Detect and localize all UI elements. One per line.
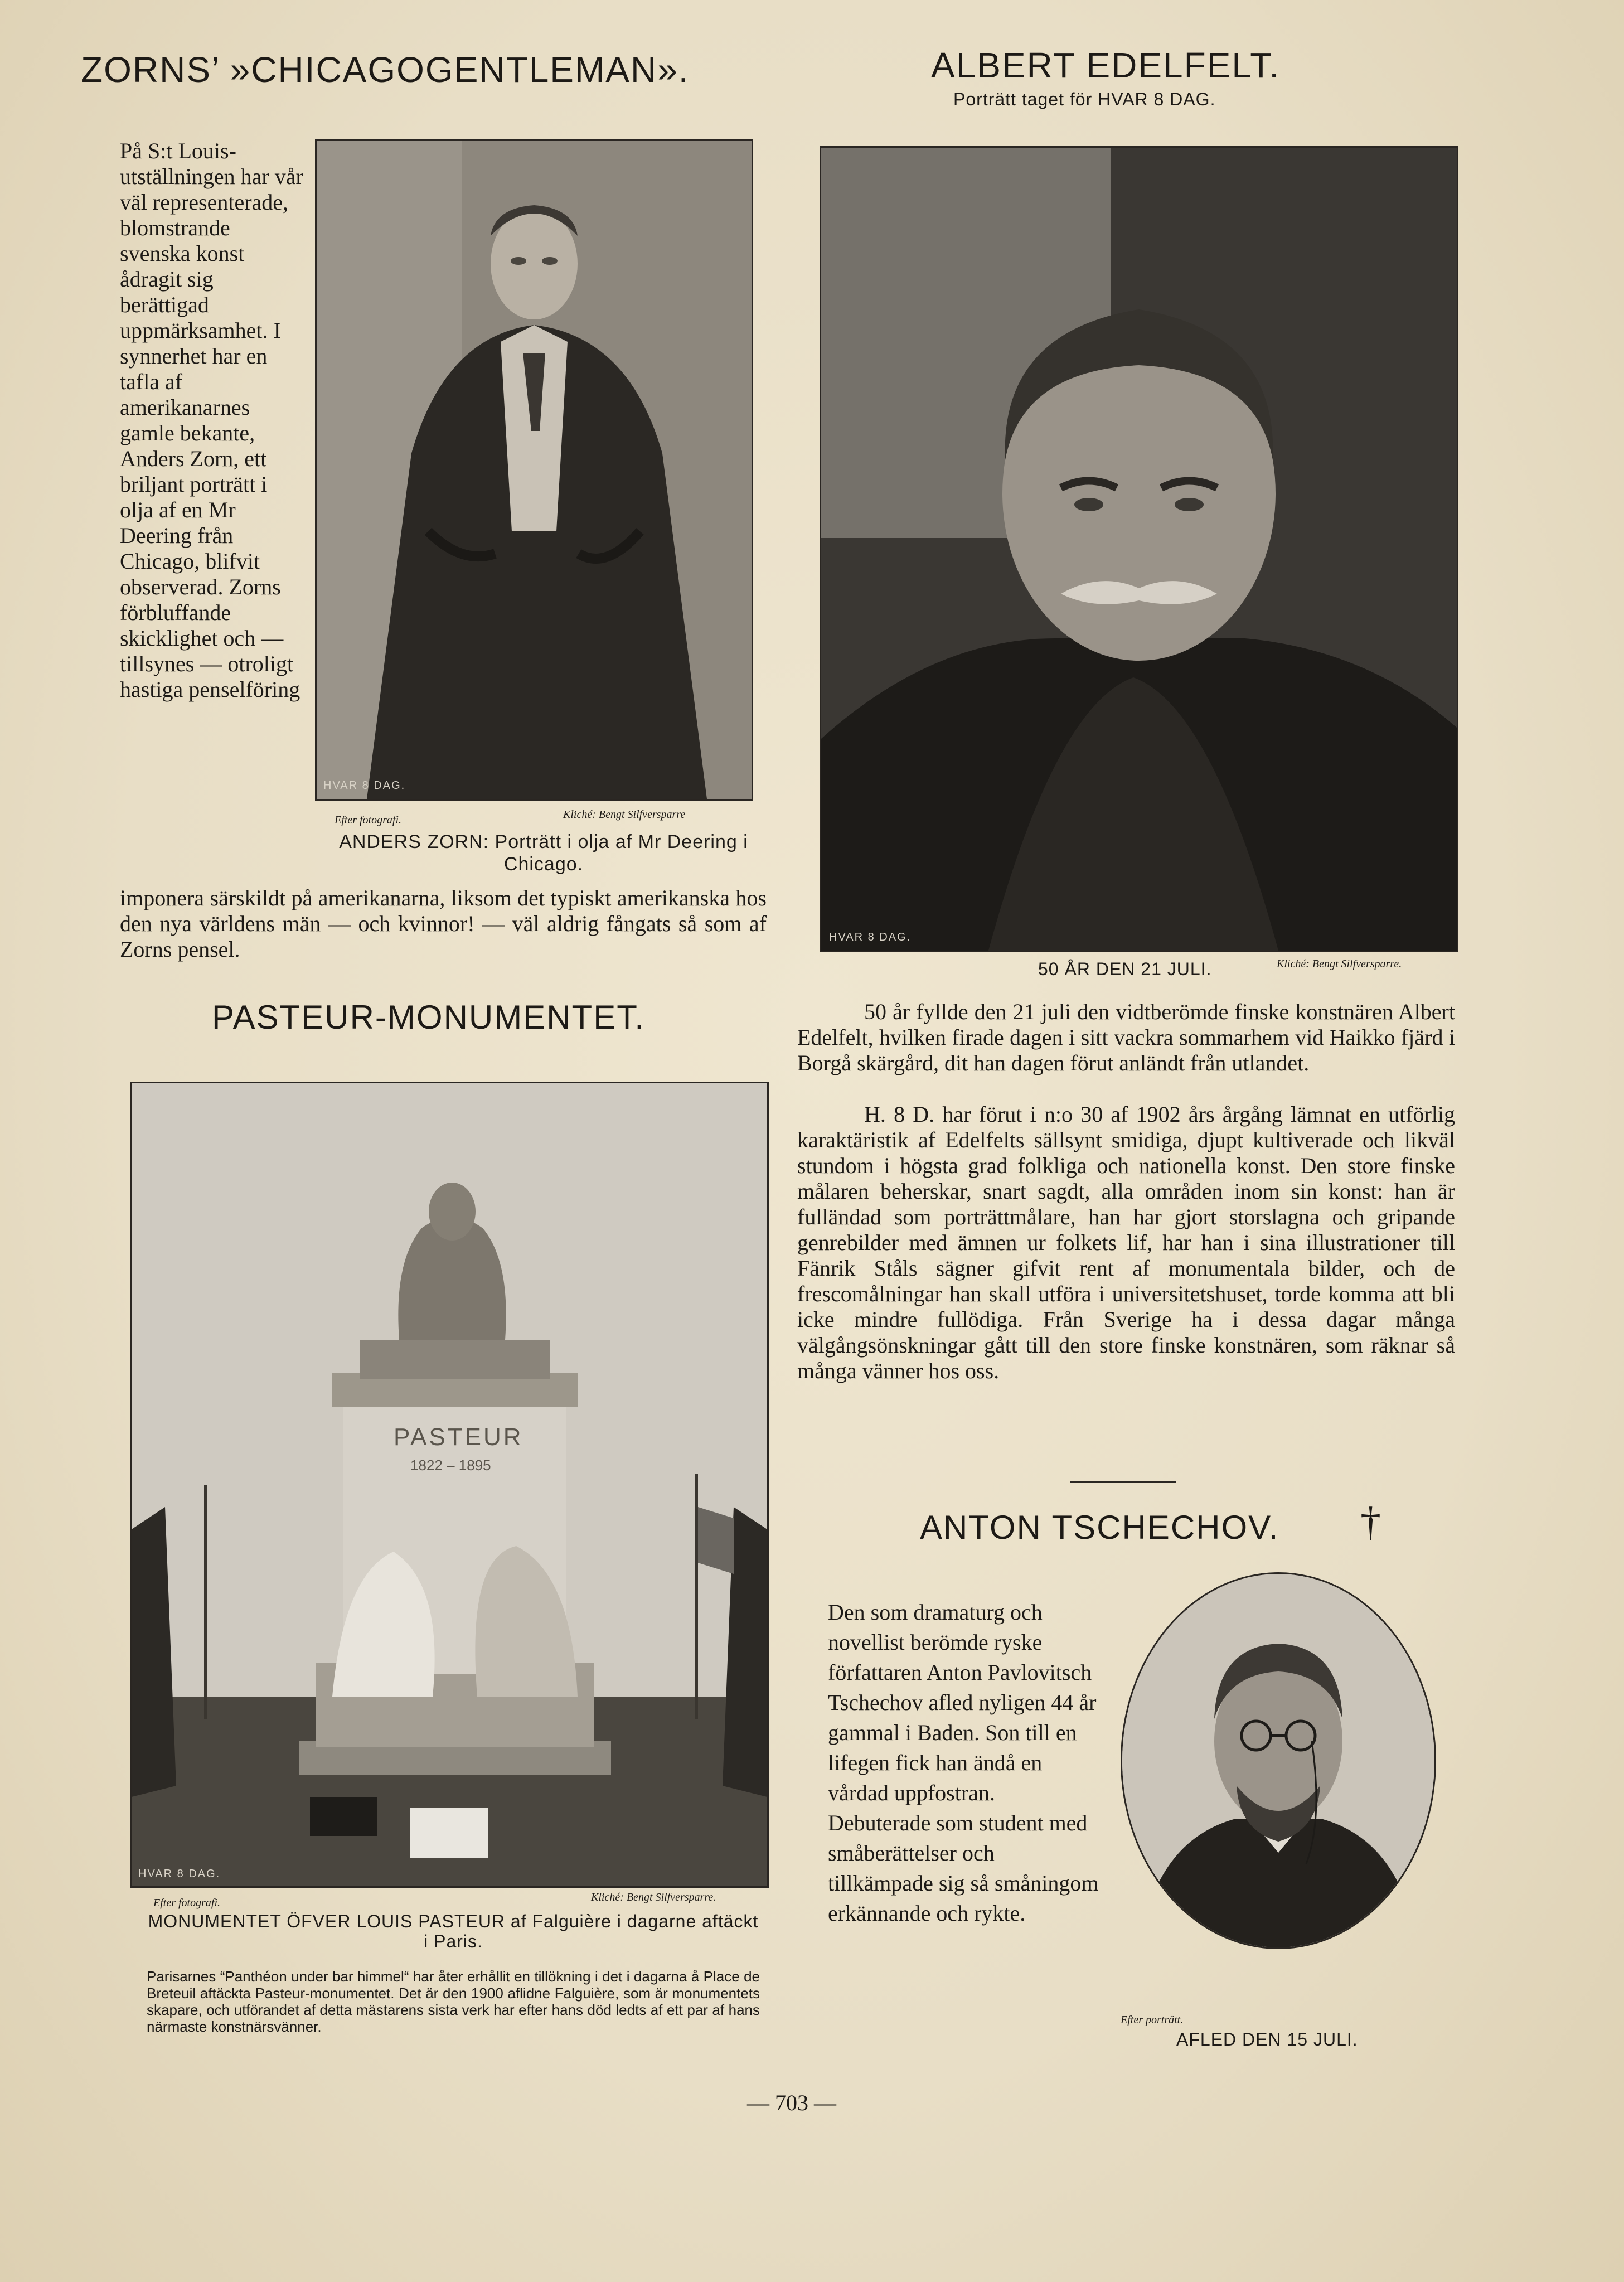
- pasteur-pedestal-years: 1822 – 1895: [410, 1457, 491, 1474]
- pasteur-monument-figure: [132, 1083, 767, 1886]
- zorn-portrait-figure: [317, 141, 752, 799]
- edelfelt-para-1: 50 år fyllde den 21 juli den vidtberömde finske konstnären Albert Edelfelt, hvilken firade dagen i sitt vackra sommarhem vid Haikko fjärd i Borgå skärgård, dit han dagen förut anländt från utlandet.: [797, 999, 1455, 1075]
- zorn-portrait-photo: [315, 139, 753, 801]
- edelfelt-subheading: Porträtt taget för HVAR 8 DAG.: [953, 89, 1216, 109]
- pasteur-pedestal-text: PASTEUR: [394, 1423, 523, 1451]
- zorn-body-end: imponera särskildt på amerikanarna, liksom det typiskt amerikanska hos den nya världens män — och kvinnor! — väl aldrig fångats så som af Zorns pensel.: [120, 885, 767, 962]
- tschechov-body: Den som dramaturg och novellist berömde ryske författaren Anton Pavlovitsch Tschechov afled nyligen 44 år gammal i Baden. Son till en lifegen fick han ändå en vårdad uppfostran. Debuterade som student med småberättelser och tillkämpade sig så småningom erkännande och rykte.: [828, 1600, 1099, 1926]
- edelfelt-section-rule: [1070, 1481, 1176, 1483]
- pasteur-caption-body: Parisarnes “Panthéon under bar himmel“ har åter erhållit en tillökning i det i dagarna å Place de Breteuil aftäckta Pasteur-monumentet. Det är den 1900 aflidne Falguière, som är monumentets skapare, och utförandet af detta mästarens sista verk har efter hans död ledts af ett par af hans närmaste konstnärsvänner.: [147, 1968, 760, 2035]
- tschechov-caption: AFLED DEN 15 JULI.: [1176, 2029, 1358, 2050]
- tschechov-heading: ANTON TSCHECHOV.: [920, 1509, 1279, 1546]
- edelfelt-heading: ALBERT EDELFELT.: [931, 45, 1281, 85]
- zorn-photo-stamp: HVAR 8 DAG.: [323, 779, 406, 792]
- pasteur-heading: PASTEUR-MONUMENTET.: [212, 999, 645, 1036]
- edelfelt-portrait-figure: [821, 148, 1457, 951]
- pasteur-credit-left: Efter fotografi.: [153, 1897, 220, 1909]
- zorn-body-intro: På S:t Louis-utställningen har vår väl representerade, blomstrande svenska konst ådragit sig berättigad uppmärksamhet. I synnerhet har en tafla af amerikanarnes gamle bekante, Anders Zorn, ett briljant porträtt i olja af en Mr Deering från Chicago, blifvit observerad. Zorns förbluffande skicklighet och — tillsynes — otroligt hastiga penselföring: [120, 138, 303, 702]
- pasteur-caption-title: MONUMENTET ÖFVER LOUIS PASTEUR af Falguière i dagarne aftäckt i Paris.: [148, 1911, 759, 1951]
- zorn-photo-caption: ANDERS ZORN: Porträtt i olja af Mr Deering i Chicago.: [339, 831, 748, 875]
- zorn-heading: ZORNS’ »CHICAGOGENTLEMAN».: [81, 50, 690, 90]
- edelfelt-portrait-photo: [820, 146, 1458, 952]
- tschechov-credit: Efter porträtt.: [1121, 2014, 1184, 2026]
- zorn-credit-right: Kliché: Bengt Silfversparre: [563, 808, 686, 821]
- edelfelt-photo-caption: 50 ÅR DEN 21 JULI.: [1038, 959, 1212, 979]
- edelfelt-credit: Kliché: Bengt Silfversparre.: [1277, 958, 1402, 970]
- pasteur-photo-stamp: HVAR 8 DAG.: [138, 1868, 221, 1880]
- edelfelt-photo-stamp: HVAR 8 DAG.: [829, 931, 912, 943]
- tschechov-portrait-photo: [1121, 1572, 1436, 1949]
- tschechov-cross-icon: †: [1360, 1499, 1381, 1545]
- edelfelt-para-2: H. 8 D. har förut i n:o 30 af 1902 års årgång lämnat en utförlig karaktäristik af Edelfelts sällsynt smidiga, djupt kultiverade och likväl stundom i högsta grad folkliga och nationella konst. Den store finske målaren beherskar, snart sagdt, alla områden inom sin konst: han är fulländad som porträttmålare, han har gjort storslagna och gripande genrebilder med ämnen ur folkets lif, har han i sina illustrationer till Fänrik Ståls sägner gifvit rent af monumentala bilder, och de frescomålningar han skall utföra i universitetshuset, torde komma att bli icke mindre fullödiga. Från Sverige ha i dessa dagar många välgångsönskningar gått till den store finske konstnären, som räknar så många vänner hos oss.: [797, 1102, 1455, 1383]
- tschechov-portrait-figure: [1122, 1574, 1434, 1947]
- page-number: — 703 —: [747, 2090, 836, 2115]
- pasteur-credit-right: Kliché: Bengt Silfversparre.: [591, 1891, 716, 1903]
- pasteur-monument-photo: [130, 1082, 769, 1888]
- zorn-credit-left: Efter fotografi.: [335, 814, 401, 826]
